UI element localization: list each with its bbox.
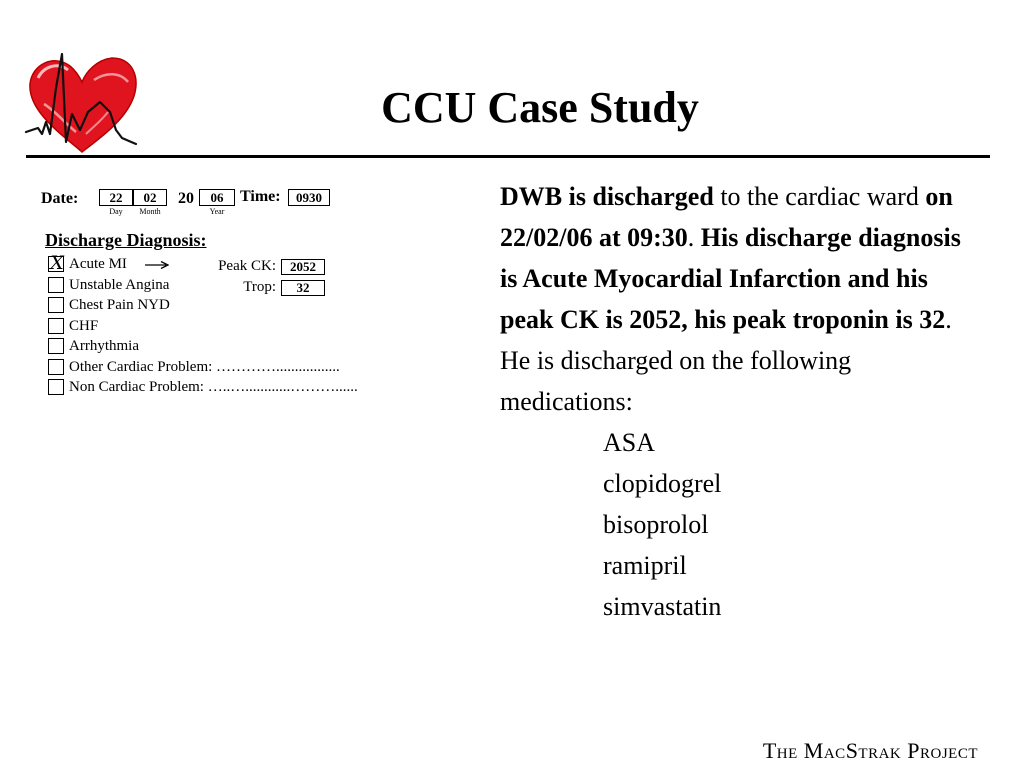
diagnosis-label: Arrhythmia: [69, 338, 139, 355]
year-field: 06: [199, 189, 235, 206]
slide-title: CCU Case Study: [381, 83, 699, 132]
day-field: 22: [99, 189, 133, 206]
diagnosis-item: [48, 316, 358, 337]
checkbox[interactable]: [48, 277, 64, 293]
medication-item: ASA: [603, 428, 656, 457]
diagnosis-item: [48, 295, 358, 316]
diagnosis-label: CHF: [69, 317, 99, 334]
narrative-diagnosis: His discharge diagnosis is Acute Myocardial Infarction and his peak CK is 2052, his peak troponin is 32: [500, 223, 961, 334]
narrative-meds-intro: . He is discharged on the following medications:: [500, 305, 952, 416]
narrative-patient-discharged: DWB is discharged: [500, 182, 714, 211]
trop-label: Trop:: [243, 279, 276, 295]
narrative-datetime: on 22/02/06 at 09:30: [500, 182, 953, 252]
checkbox-mark: X: [50, 252, 64, 275]
trop-field: 32: [281, 280, 325, 296]
discharge-diagnosis-heading: Discharge Diagnosis:: [45, 230, 207, 250]
narrative-ward: to the cardiac ward: [713, 182, 926, 211]
narrative-sep: .: [687, 223, 701, 252]
diagnosis-item: [48, 357, 358, 378]
diagnosis-list: [48, 254, 358, 398]
checkbox[interactable]: [48, 318, 64, 334]
diagnosis-label: Acute MI: [69, 256, 127, 273]
medication-item: bisoprolol: [603, 510, 709, 539]
diagnosis-label: Unstable Angina: [69, 276, 170, 293]
month-caption: Month: [139, 207, 161, 216]
peak-ck-label: Peak CK:: [218, 258, 276, 274]
diagnosis-item: [48, 377, 358, 398]
arrow-right-icon: [145, 261, 169, 269]
checkbox[interactable]: [48, 379, 64, 395]
checkbox[interactable]: [48, 297, 64, 313]
diagnosis-item: [48, 336, 358, 357]
year-caption: Year: [209, 207, 225, 216]
time-field: 0930: [288, 189, 330, 206]
diagnosis-label: Chest Pain NYD: [69, 297, 170, 314]
date-label: Date:: [41, 190, 79, 207]
medication-item: clopidogrel: [603, 469, 722, 498]
checkbox-checked[interactable]: [48, 252, 64, 275]
title-divider: [26, 155, 990, 158]
footer-project-name: The MacStrak Project: [762, 738, 978, 763]
checkbox[interactable]: [48, 359, 64, 375]
day-caption: Day: [109, 207, 123, 216]
medication-item: simvastatin: [603, 592, 722, 621]
century-label: 20: [178, 190, 194, 207]
month-field: 02: [133, 189, 167, 206]
checkbox[interactable]: [48, 338, 64, 354]
diagnosis-label: Other Cardiac Problem: ………….................: [69, 358, 340, 375]
diagnosis-label: Non Cardiac Problem: …..…............………......: [69, 379, 358, 396]
medication-item: ramipril: [603, 551, 687, 580]
peak-ck-field: 2052: [281, 259, 325, 275]
time-label: Time:: [240, 188, 281, 205]
case-narrative: [500, 176, 980, 627]
medication-list: [500, 422, 980, 627]
